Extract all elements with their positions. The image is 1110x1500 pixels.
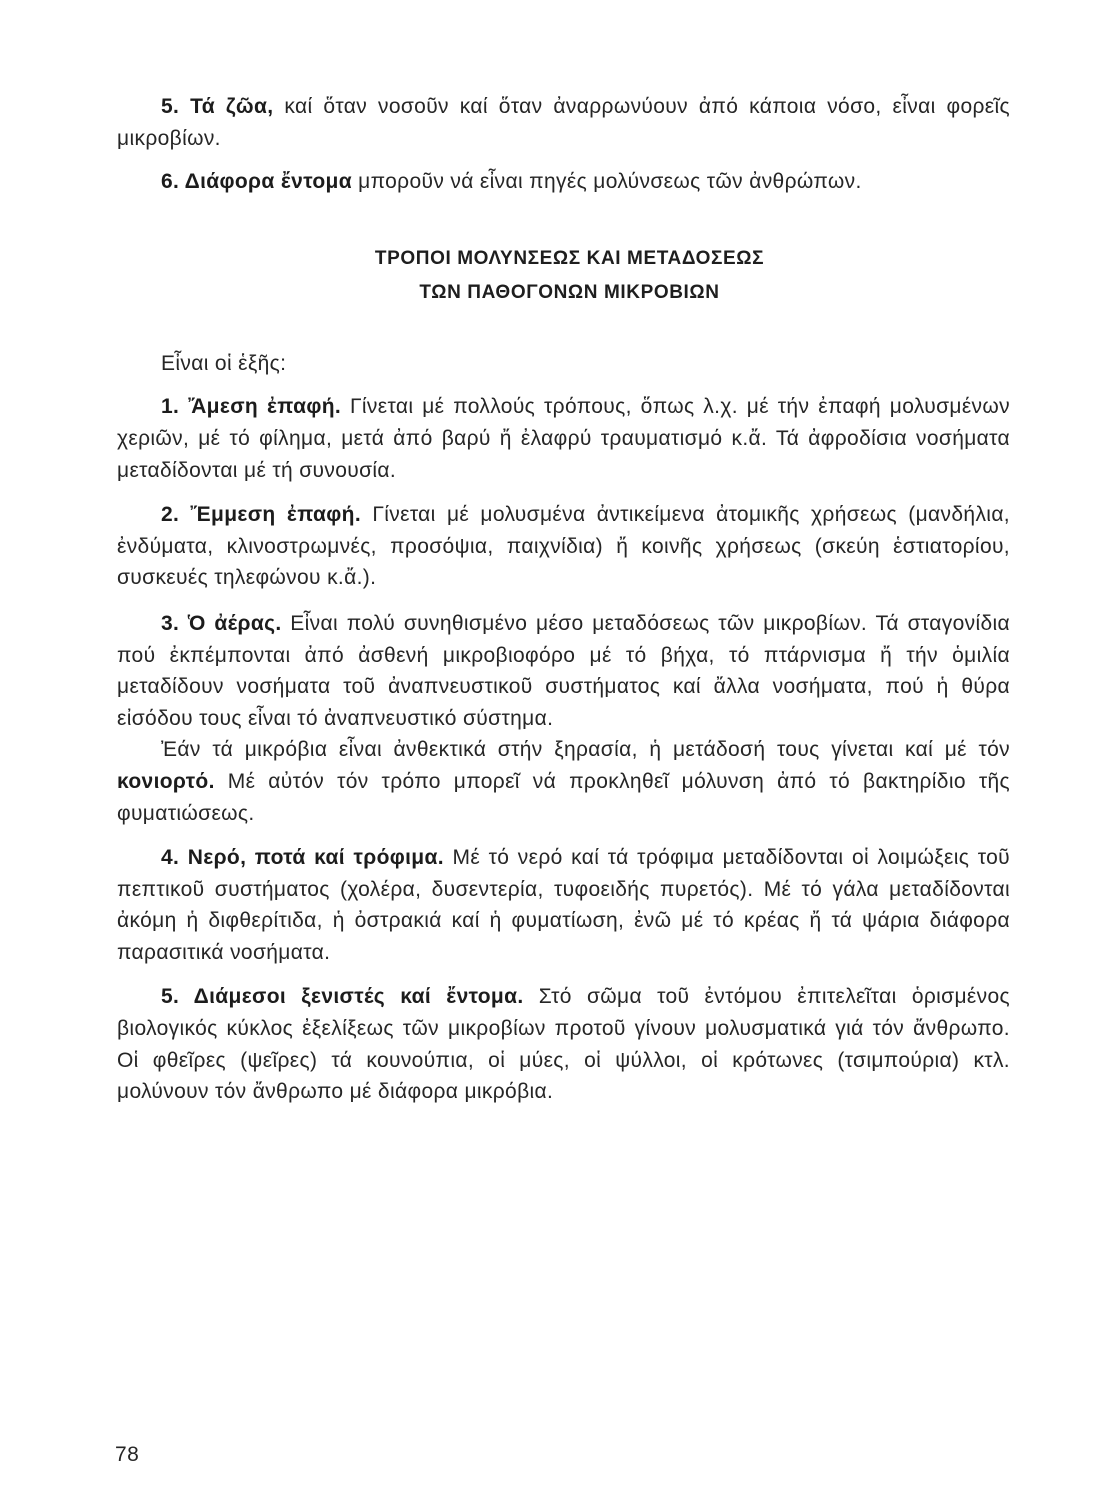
item-insects-text: μποροῦν νά εἶναι πηγές μολύνσεως τῶν ἀνθρώπων. [351, 170, 862, 194]
item-air-text: Εἶναι πολύ συνηθισμένο μέσο μεταδόσεως τῶν μικροβίων. Τά σταγονίδια πού ἐκπέμπονται ἀπό ἀσθενή μικροβιοφόρο μέ τό βήχα, τό πτάρνισμα ἤ τήν ὁμιλία μεταδίδουν νοσήματα τοῦ ἀναπνευστικοῦ συστήματος καί ἄλλα νοσήματα, πού ἡ θύρα εἰσόδου τους εἶναι τό ἀναπνευστικό σύστημα. [117, 611, 1011, 730]
section-heading [117, 242, 1010, 310]
page-number: 78 [115, 1443, 140, 1466]
item-animals [117, 91, 1010, 154]
section-intro: Εἶναι οἱ ἑξῆς: [161, 351, 287, 375]
item-food-water-text: Μέ τό νερό καί τά τρόφιμα μεταδίδονται οἱ λοιμώξεις τοῦ πεπτικοῦ συστήματος (χολέρα, δυσεντερία, τυφοειδής πυρετός). Μέ τό γάλα μεταδίδονται ἀκόμη ἡ διφθερίτιδα, ἡ ὀστρακιά καί ἡ φυματίωση, ἐνῶ μέ τό κρέας ἤ τά ψάρια διάφορα παρασιτικά νοσήματα. [117, 846, 1010, 964]
book-page [117, 91, 1010, 1108]
item-air-dust-bold: κονιορτό. [117, 769, 215, 793]
item-air [117, 608, 1010, 734]
item-hosts-insects-text: Στό σῶμα τοῦ ἐντόμου ἐπιτελεῖται ὁρισμένος βιολογικός κύκλος ἐξελίξεως τῶν μικροβίων προτοῦ γίνουν μολυσματικά γιά τόν ἄνθρωπο. Οἱ φθεῖρες (ψεῖρες) τά κουνούπια, οἱ μύες, οἱ ψύλλοι, οἱ κρότωνες (τσιμπούρια) κτλ. μολύνουν τόν ἄνθρωπο μέ διάφορα μικρόβια. [117, 985, 1010, 1104]
item-hosts-insects-lead: 5. Διάμεσοι ξενιστές καί ἔντομα. [161, 985, 524, 1009]
item-animals-text: καί ὅταν νοσοῦν καί ὅταν ἀναρρωνύουν ἀπό κάποια νόσο, εἶναι φορεῖς μικροβίων. [117, 95, 1010, 150]
section-heading-line-1: ΤΡΟΠΟΙ ΜΟΛΥΝΣΕΩΣ ΚΑΙ ΜΕΤΑΔΟΣΕΩΣ [374, 247, 765, 269]
item-food-water [117, 842, 1010, 968]
section-heading-line-2: ΤΩΝ ΠΑΘΟΓΟΝΩΝ ΜΙΚΡΟΒΙΩΝ [419, 281, 720, 303]
item-air-dust [117, 734, 1010, 829]
item-insects-lead: 6. Διάφορα ἔντομα [161, 170, 352, 194]
item-air-dust-text-2: Μέ αὐτόν τόν τρόπο μπορεῖ νά προκληθεῖ μόλυνση ἀπό τό βακτηρίδιο τῆς φυματιώσεως. [117, 769, 1010, 825]
item-air-dust-text-1: Ἐάν τά μικρόβια εἶναι ἀνθεκτικά στήν ξηρασία, ἡ μετάδοσή τους γίνεται καί μέ τόν [161, 738, 1010, 762]
item-direct-contact-lead: 1. Ἄμεση ἐπαφή. [161, 395, 342, 419]
item-direct-contact [117, 391, 1010, 486]
item-direct-contact-text: Γίνεται μέ πολλούς τρόπους, ὅπως λ.χ. μέ τήν ἐπαφή μολυσμένων χεριῶν, μέ τό φίλημα, μετά ἀπό βαρύ ἤ ἐλαφρύ τραυματισμό κ.ἄ. Τά ἀφροδίσια νοσήματα μεταδίδονται μέ τή συνουσία. [117, 395, 1010, 482]
item-air-lead: 3. Ὁ ἀέρας. [161, 611, 282, 635]
item-indirect-contact-lead: 2. Ἔμμεση ἐπαφή. [161, 503, 362, 527]
item-indirect-contact-text: Γίνεται μέ μολυσμένα ἀντικείμενα ἀτομικῆς χρήσεως (μανδήλια, ἐνδύματα, κλινοστρωμνές, προσόψια, παιχνίδια) ἤ κοινῆς χρήσεως (σκεύη ἑστιατορίου, συσκευές τηλεφώνου κ.ἄ.). [117, 503, 1010, 590]
item-insects [117, 166, 1010, 198]
item-hosts-insects [117, 981, 1010, 1107]
item-indirect-contact [117, 499, 1010, 594]
item-food-water-lead: 4. Νερό, ποτά καί τρόφιμα. [161, 846, 444, 870]
item-animals-lead: 5. Τά ζῶα, [161, 95, 274, 118]
